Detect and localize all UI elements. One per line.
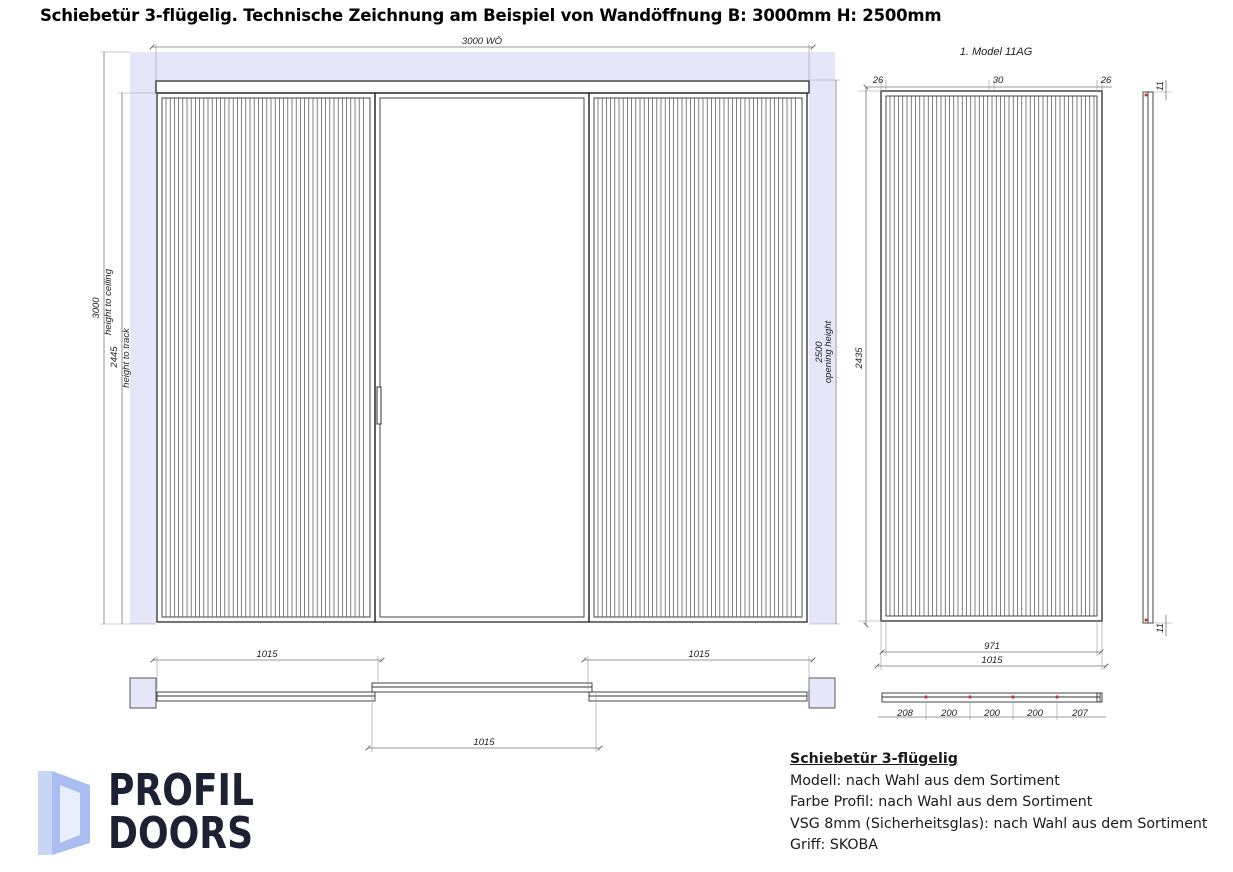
- stile-left-label: 26: [872, 75, 884, 86]
- spec-heading: Schiebetür 3-flügelig: [790, 751, 958, 767]
- detail-section: [882, 693, 1100, 702]
- plan-center-panel: [372, 683, 592, 692]
- left-panel-glass: [162, 98, 370, 617]
- right-panel-fluting: [598, 98, 795, 617]
- center-panel-frame: [375, 93, 589, 622]
- width-label: 3000 WÖ: [461, 36, 503, 47]
- spacing-label: 200: [984, 708, 1000, 719]
- front-view: [91, 36, 840, 624]
- top-gap-label: 11: [1155, 81, 1166, 91]
- track-rail: [156, 81, 809, 93]
- spacing-label: 200: [941, 708, 957, 719]
- plan-wall-left: [130, 678, 156, 708]
- logo-wordmark: [108, 765, 254, 859]
- left-panel-fluting: [166, 98, 363, 617]
- model-label: 1. Model 11AG: [959, 46, 1033, 58]
- plan-left-label: 1015: [256, 649, 278, 660]
- door-logo-icon: [38, 771, 90, 855]
- spec-handle: Griff: SKOBA: [790, 837, 878, 853]
- plan-view: [130, 649, 835, 752]
- spacing-dimensions: [896, 695, 1089, 720]
- plan-center-label: 1015: [473, 737, 495, 748]
- center-panel-glass: [380, 98, 584, 617]
- plan-right-panel: [589, 692, 807, 701]
- detail-panel-fluting: [890, 96, 1094, 616]
- single-panel-detail: [854, 46, 1172, 720]
- spacing-label: 208: [897, 708, 913, 719]
- spacing-label: 207: [1072, 708, 1088, 719]
- door-handle: [377, 387, 381, 424]
- panel-width-label: 1015: [981, 655, 1003, 666]
- spec-color: Farbe Profil: nach Wahl aus dem Sortiment: [790, 794, 1093, 810]
- mullion-label: 30: [992, 75, 1004, 86]
- plan-wall-right: [809, 678, 835, 708]
- spacing-label: 200: [1027, 708, 1043, 719]
- wall-top: [130, 52, 835, 80]
- spec-model: Modell: nach Wahl aus dem Sortiment: [790, 772, 1060, 789]
- stile-right-label: 26: [1100, 75, 1112, 86]
- detail-height-label: 2435: [854, 347, 865, 369]
- track-height-label: height to track: [121, 328, 132, 388]
- spec-glass: VSG 8mm (Sicherheitsglas): nach Wahl aus dem Sortiment: [790, 815, 1208, 832]
- opening-height-value: 2500: [814, 341, 825, 363]
- glass-width-label: 971: [984, 641, 1000, 652]
- logo-line-1: PROFIL: [108, 765, 254, 816]
- bottom-gap-label: 11: [1155, 623, 1166, 633]
- specification-block: [790, 749, 1207, 857]
- right-panel-glass: [594, 98, 802, 617]
- wall-left: [130, 52, 156, 624]
- logo-line-2: DOORS: [108, 808, 254, 859]
- detail-panel-glass: [886, 96, 1097, 616]
- plan-left-panel: [157, 692, 375, 701]
- ceiling-height-label: height to ceiling: [103, 268, 114, 336]
- ceiling-height-value: 3000: [91, 297, 102, 319]
- page-title: Schiebetür 3-flügelig. Technische Zeichnung am Beispiel von Wandöffnung B: 3000mm H: 2500mm: [40, 6, 942, 25]
- plan-right-label: 1015: [688, 649, 710, 660]
- track-height-value: 2445: [109, 346, 120, 368]
- opening-height-label: opening height: [823, 320, 834, 384]
